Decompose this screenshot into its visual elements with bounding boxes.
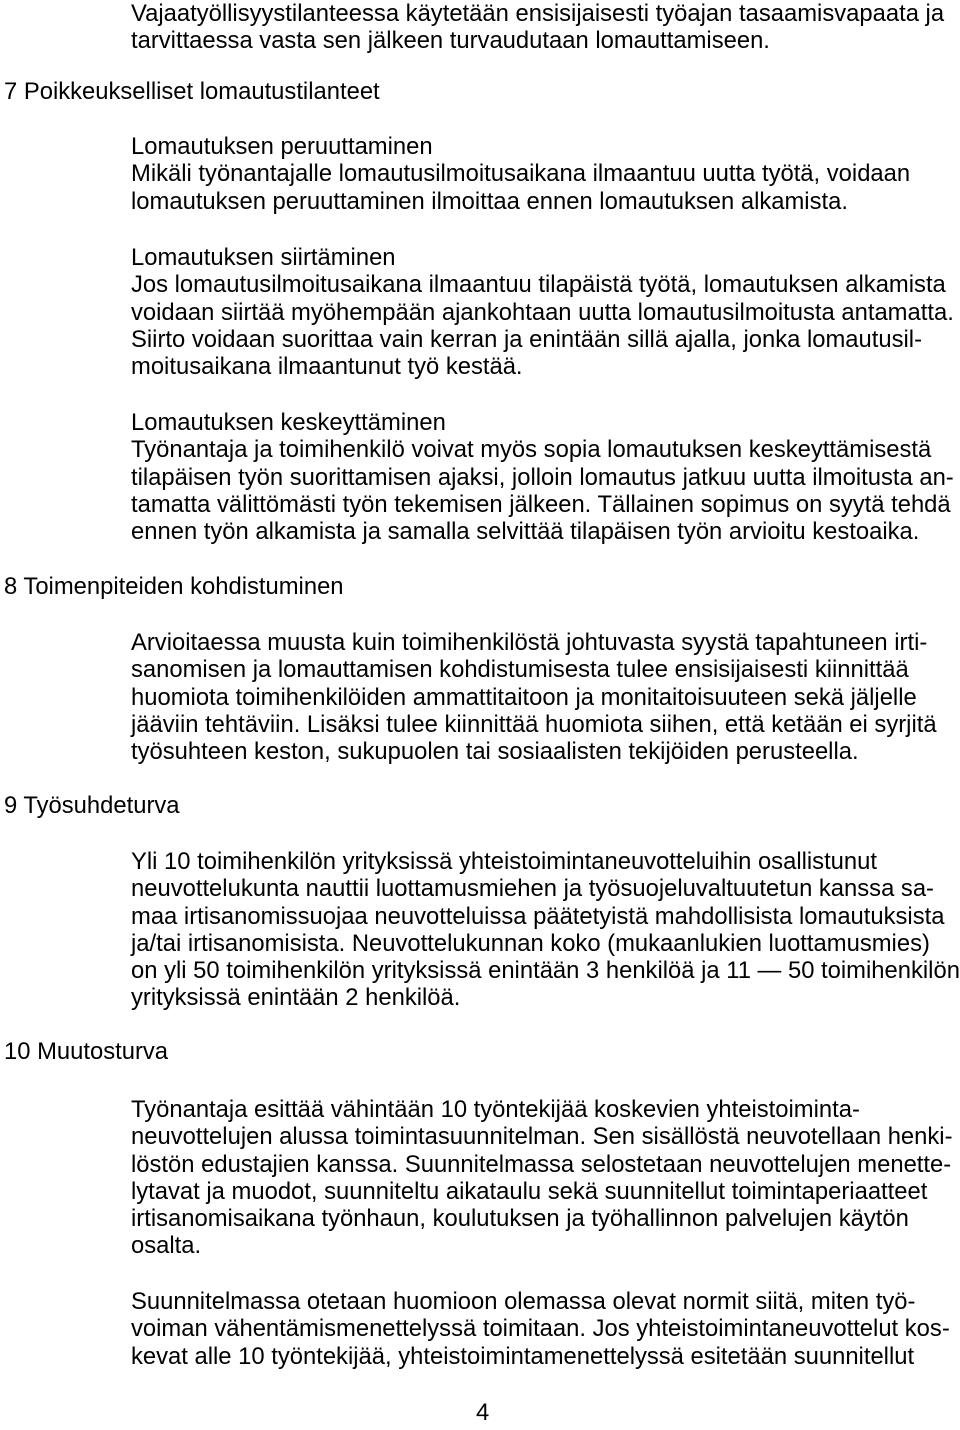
text-line: huomiota toimihenkilöiden ammattitaitoon ja monitaitoisuuteen sekä jäljelle [131,683,917,711]
text-line: neuvottelujen alussa toimintasuunnitelman. Sen sisällöstä neuvotellaan henki- [131,1123,953,1151]
text-line: Siirto voidaan suorittaa vain kerran ja enintään sillä ajalla, jonka lomautusil- [131,325,923,353]
text-line: Työnantaja esittää vähintään 10 työntekijää koskevien yhteistoiminta- [131,1096,860,1123]
subsection-title: Lomautuksen keskeyttäminen [131,409,446,436]
intro-paragraph [131,0,944,55]
subsection-title: Lomautuksen peruuttaminen [131,133,433,160]
text-line: löstön edustajien kanssa. Suunnitelmassa selostetaan neuvottelujen menette- [131,1150,952,1178]
section-heading: 10 Muutosturva [4,1038,169,1065]
subsection-title: Lomautuksen siirtäminen [131,244,396,271]
text-line: moitusaikana ilmaantunut työ kestää. [131,353,523,381]
text-line: sanomisen ja lomauttamisen kohdistumisesta tulee ensisijaisesti kiinnittää [131,656,909,684]
text-line: Työnantaja ja toimihenkilö voivat myös sopia lomautuksen keskeyttämisestä [131,436,932,464]
section-10-paragraph-2 [131,1288,950,1370]
text-line: on yli 50 toimihenkilön yrityksissä enintään 3 henkilöä ja 11 — 50 toimihenkilön [131,957,960,985]
subsection-postpone [131,244,954,380]
section-8-paragraph [131,629,937,765]
text-line: voiman vähentämismenettelyssä toimitaan. Jos yhteistoimintaneuvottelut kos- [131,1315,950,1343]
section-heading: 7 Poikkeukselliset lomautustilanteet [4,78,380,105]
text-line: irtisanomisaikana työnhaun, koulutuksen ja työhallinnon palvelujen käytön [131,1205,909,1233]
text-line: Suunnitelmassa otetaan huomioon olemassa olevat normit siitä, miten työ- [131,1288,916,1315]
subsection-interrupt [131,409,954,545]
section-10-paragraph-1 [131,1096,953,1260]
text-line: yrityksissä enintään 2 henkilöä. [131,984,461,1012]
section-heading: 9 Työsuhdeturva [4,792,180,819]
text-line: ennen työn alkamista ja samalla selvittää tilapäisen työn arvioitu kestoaika. [131,518,920,546]
text-line: osalta. [131,1232,202,1260]
text-line: työsuhteen keston, sukupuolen tai sosiaalisten tekijöiden perusteella. [131,738,859,766]
text-line: Mikäli työnantajalle lomautusilmoitusaikana ilmaantuu uutta työtä, voidaan [131,160,911,188]
text-line: neuvottelukunta nauttii luottamusmiehen ja työsuojeluvaltuutetun kanssa sa- [131,875,934,903]
text-line: lytavat ja muodot, suunniteltu aikataulu sekä suunnitellut toimintaperiaatteet [131,1177,928,1205]
text-line: maa irtisanomissuojaa neuvotteluissa päätetyistä mahdollisista lomautuksista [131,902,945,930]
text-line: ja/tai irtisanomisista. Neuvottelukunnan koko (mukaanlukien luottamusmies) [131,929,930,957]
text-line: tamatta välittömästi työn tekemisen jälkeen. Tällainen sopimus on syytä tehdä [131,490,951,518]
text-line: lomautuksen peruuttaminen ilmoittaa ennen lomautuksen alkamista. [131,187,848,215]
page-number: 4 [476,1399,490,1426]
text-line: Arvioitaessa muusta kuin toimihenkilöstä johtuvasta syystä tapahtuneen irti- [131,629,928,656]
text-line: Yli 10 toimihenkilön yrityksissä yhteistoimintaneuvotteluihin osallistunut [131,848,877,875]
text-line: kevat alle 10 työntekijää, yhteistoimintamenettelyssä esitetään suunnitellut [131,1342,915,1370]
section-9-paragraph [131,848,960,1012]
text-line: tilapäisen työn suorittamisen ajaksi, jolloin lomautus jatkuu uutta ilmoitusta an- [131,463,954,491]
text-line: Vajaatyöllisyystilanteessa käytetään ensisijaisesti työajan tasaamisvapaata ja [131,0,945,27]
text-line: voidaan siirtää myöhempään ajankohtaan uutta lomautusilmoitusta antamatta. [131,298,954,326]
section-heading: 8 Toimenpiteiden kohdistuminen [4,573,344,600]
subsection-cancel [131,133,910,215]
text-line: tarvittaessa vasta sen jälkeen turvaudutaan lomauttamiseen. [131,27,770,55]
text-line: jääviin tehtäviin. Lisäksi tulee kiinnittää huomiota siihen, että ketään ei syrjitä [131,710,937,738]
text-line: Jos lomautusilmoitusaikana ilmaantuu tilapäistä työtä, lomautuksen alkamista [131,271,946,299]
